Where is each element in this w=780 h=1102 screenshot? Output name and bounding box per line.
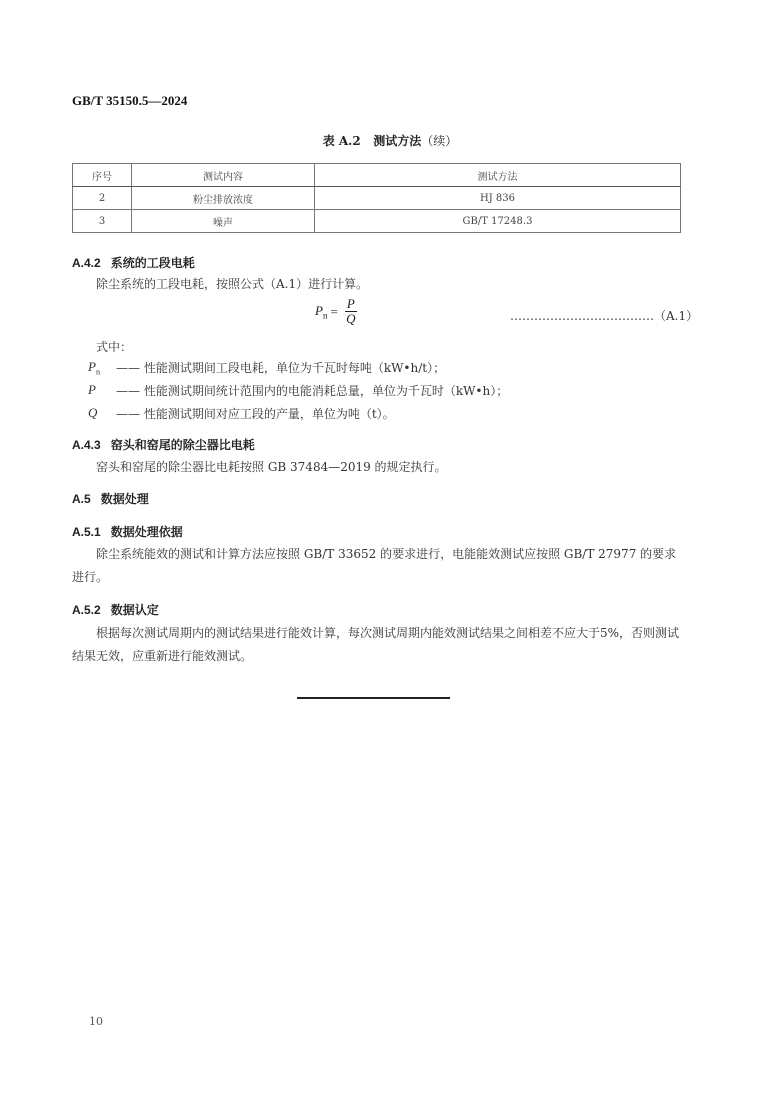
table-row [73, 210, 681, 233]
standard-code: GB/T 35150.5—2024 [72, 93, 188, 108]
formula-a1: $P_n$ = $\frac{P}{Q}$ [315, 296, 356, 326]
paragraph-a52: 根据每次测试周期内的测试结果进行能效计算，每次测试周期内能效测试结果之间相差不应大于5%，否则测试结果无效，应重新进行能效测试。 [72, 626, 680, 663]
table-cell: 粉尘排放浓度 [132, 187, 315, 210]
variable-definition: Q —— 性能测试期间对应工段的产量，单位为吨（t）。 [88, 405, 395, 421]
table-cell: 噪声 [132, 210, 315, 233]
formula-lhs: $P_n$ [315, 302, 328, 321]
heading-a43: A.4.3 窑头和窑尾的除尘器比电耗 [72, 438, 255, 452]
heading-a5: A.5 数据处理 [72, 492, 149, 506]
table-caption-label: 表 A.2 [322, 134, 361, 148]
table-row [73, 187, 681, 210]
table-header-row [73, 164, 681, 187]
table-caption-title: 测试方法 [373, 134, 422, 148]
test-methods-table [72, 163, 681, 233]
table-caption-continued: （续） [421, 134, 458, 148]
variable-definition: P —— 性能测试期间统计范围内的电能消耗总量，单位为千瓦时（kW•h）； [88, 382, 509, 398]
paragraph-a51: 除尘系统能效的测试和计算方法应按照 GB/T 33652 的要求进行，电能能效测试应按照 GB/T 27977 的要求进行。 [72, 547, 677, 584]
variable-definition: $P_n$ —— 性能测试期间工段电耗，单位为千瓦时每吨（kW•h/t）； [88, 359, 446, 377]
page-number: 10 [89, 1015, 103, 1028]
formula-fraction: $\frac{P}{Q}$ [346, 296, 356, 326]
table-cell: 2 [73, 187, 132, 210]
table-caption [0, 132, 780, 149]
table-cell: GB/T 17248.3 [315, 210, 681, 233]
column-header-index: 序号 [73, 164, 132, 187]
column-header-method: 测试方法 [315, 164, 681, 187]
heading-number: A.4.2 [72, 256, 101, 270]
heading-title: 系统的工段电耗 [110, 256, 195, 270]
where-label: 式中： [96, 340, 133, 354]
table-cell: 3 [73, 210, 132, 233]
heading-a42 [72, 254, 195, 271]
paragraph-a42-intro: 除尘系统的工段电耗，按照公式（A.1）进行计算。 [96, 277, 369, 291]
equation-number: ………………………………（A.1） [510, 309, 699, 323]
end-of-document-rule [297, 697, 450, 699]
column-header-content: 测试内容 [132, 164, 315, 187]
paragraph-a43: 窑头和窑尾的除尘器比电耗按照 GB 37484—2019 的规定执行。 [96, 460, 447, 474]
heading-a52: A.5.2 数据认定 [72, 603, 159, 617]
heading-a51: A.5.1 数据处理依据 [72, 525, 183, 539]
table-cell: HJ 836 [315, 187, 681, 210]
